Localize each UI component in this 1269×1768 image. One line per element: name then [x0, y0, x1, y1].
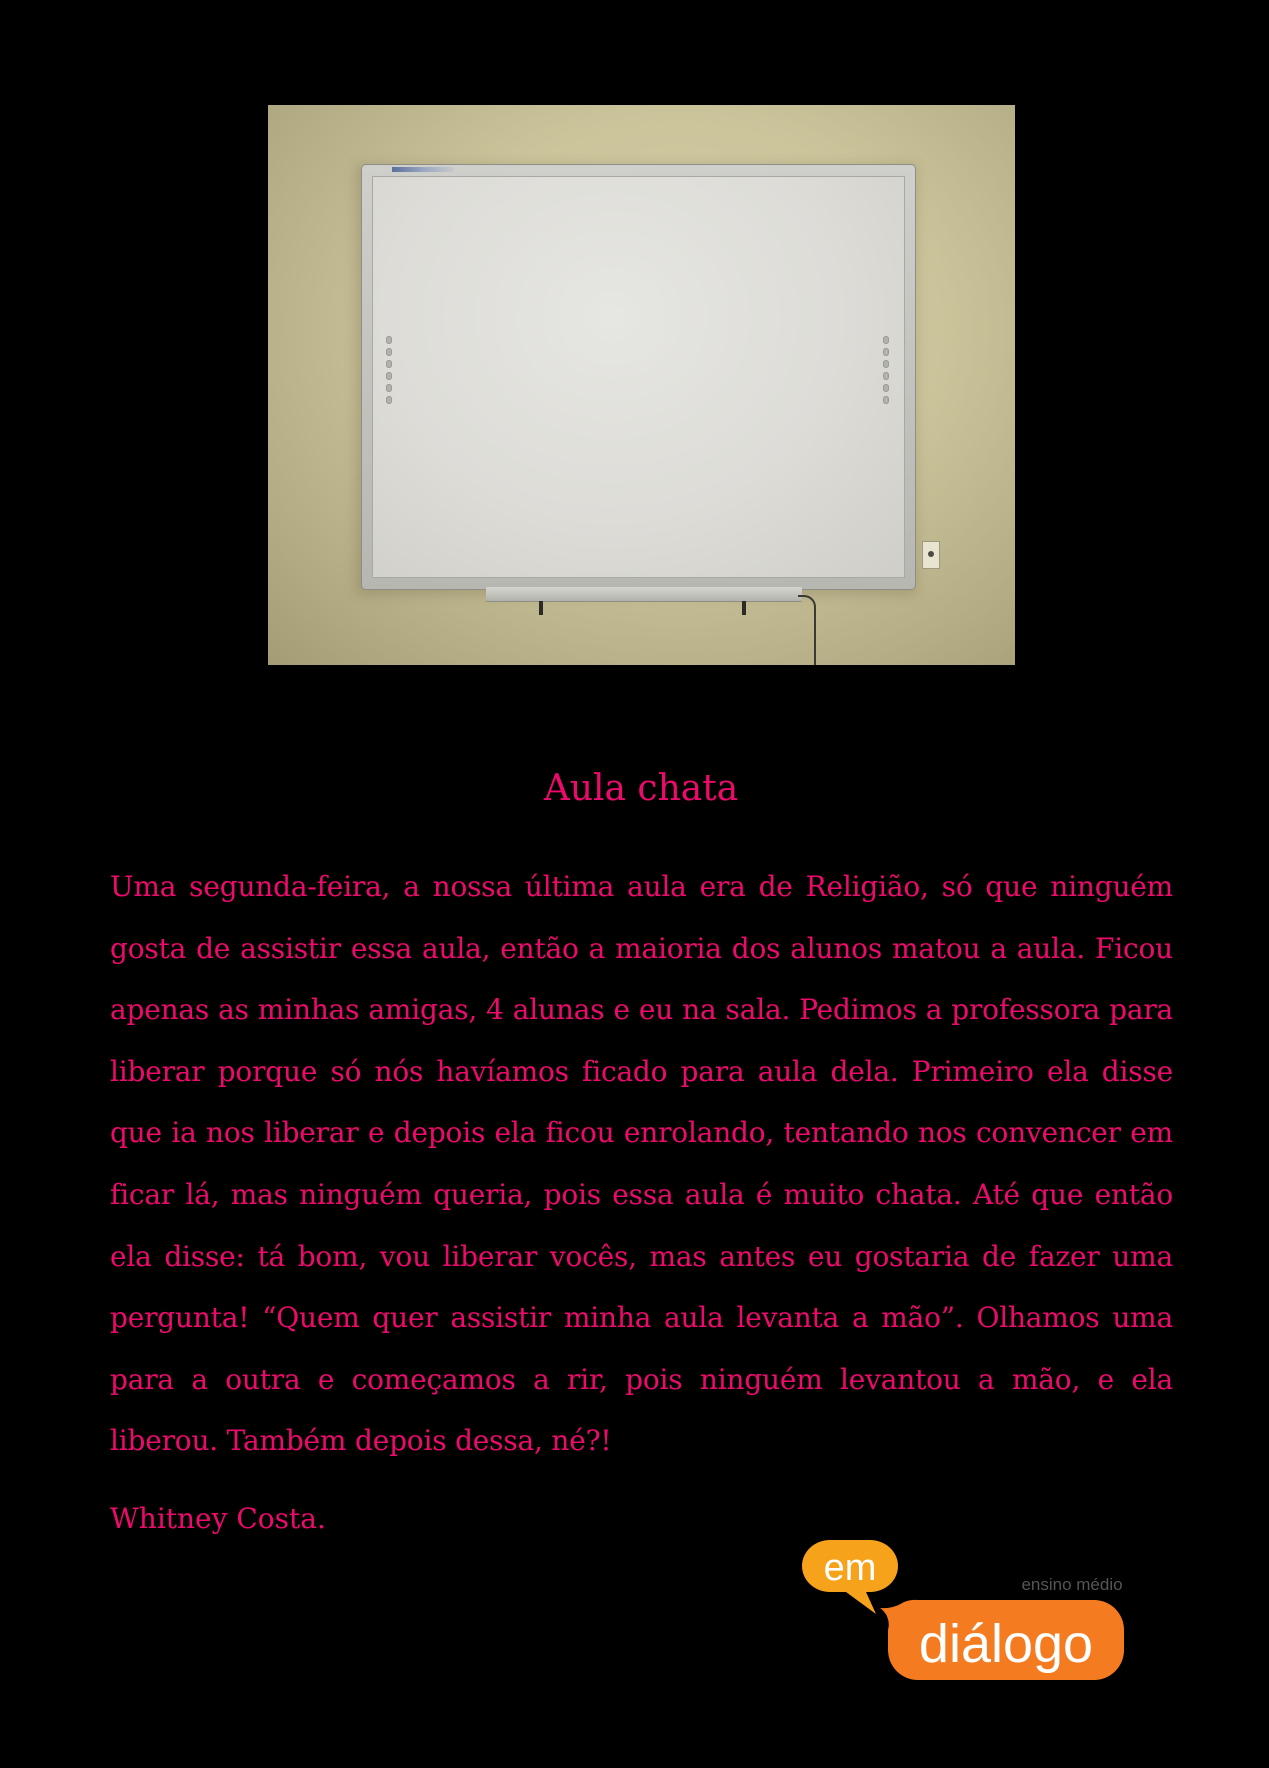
board-button — [883, 348, 889, 356]
board-button — [883, 384, 889, 392]
board-buttons-right — [883, 336, 891, 404]
board-button — [386, 336, 392, 344]
board-brand-strip — [392, 167, 454, 172]
board-button — [386, 360, 392, 368]
whiteboard-surface — [372, 176, 905, 578]
board-button — [386, 384, 392, 392]
logo-tagline: ensino médio — [1021, 1575, 1123, 1594]
article-title: Aula chata — [543, 768, 739, 809]
article-body: Uma segunda-feira, a nossa última aula era de Religião, só que ninguém gosta de assistir essa aula, então a maioria dos alunos matou a aula. Ficou apenas as minhas amigas, 4 alunas e eu na sala. Pedimos a professora para liberar porque só nós havíamos ficado para aula dela. Primeiro ela disse que ia nos liberar e depois ela ficou enrolando, tentando nos convencer em ficar lá, mas ninguém queria, pois essa aula é muito chata. Até que então ela disse: tá bom, vou liberar vocês, mas antes eu gostaria de fazer uma pergunta! “Quem quer assistir minha aula levanta a mão”. Olhamos uma para a outra e começamos a rir, pois ninguém levantou a mão, e ela liberou. Também depois dessa, né?! — [110, 870, 1173, 1458]
board-button — [883, 360, 889, 368]
board-button — [386, 396, 392, 404]
board-cable — [798, 595, 816, 665]
tray-bracket — [539, 601, 543, 615]
board-buttons-left — [386, 336, 394, 404]
article-author: Whitney Costa. — [110, 1502, 326, 1535]
whiteboard-photo — [268, 105, 1015, 665]
board-button — [883, 336, 889, 344]
whiteboard-frame — [362, 165, 915, 589]
board-button — [883, 396, 889, 404]
em-dialogo-logo-graphic — [800, 1538, 1140, 1688]
tray-bracket — [742, 601, 746, 615]
logo-word-dialogo: diálogo — [918, 1614, 1094, 1674]
board-button — [883, 372, 889, 380]
wall-outlet — [923, 542, 939, 568]
board-button — [386, 372, 392, 380]
logo-word-em: em — [823, 1547, 877, 1589]
pen-tray — [486, 587, 802, 601]
board-button — [386, 348, 392, 356]
em-dialogo-logo — [800, 1538, 1140, 1688]
